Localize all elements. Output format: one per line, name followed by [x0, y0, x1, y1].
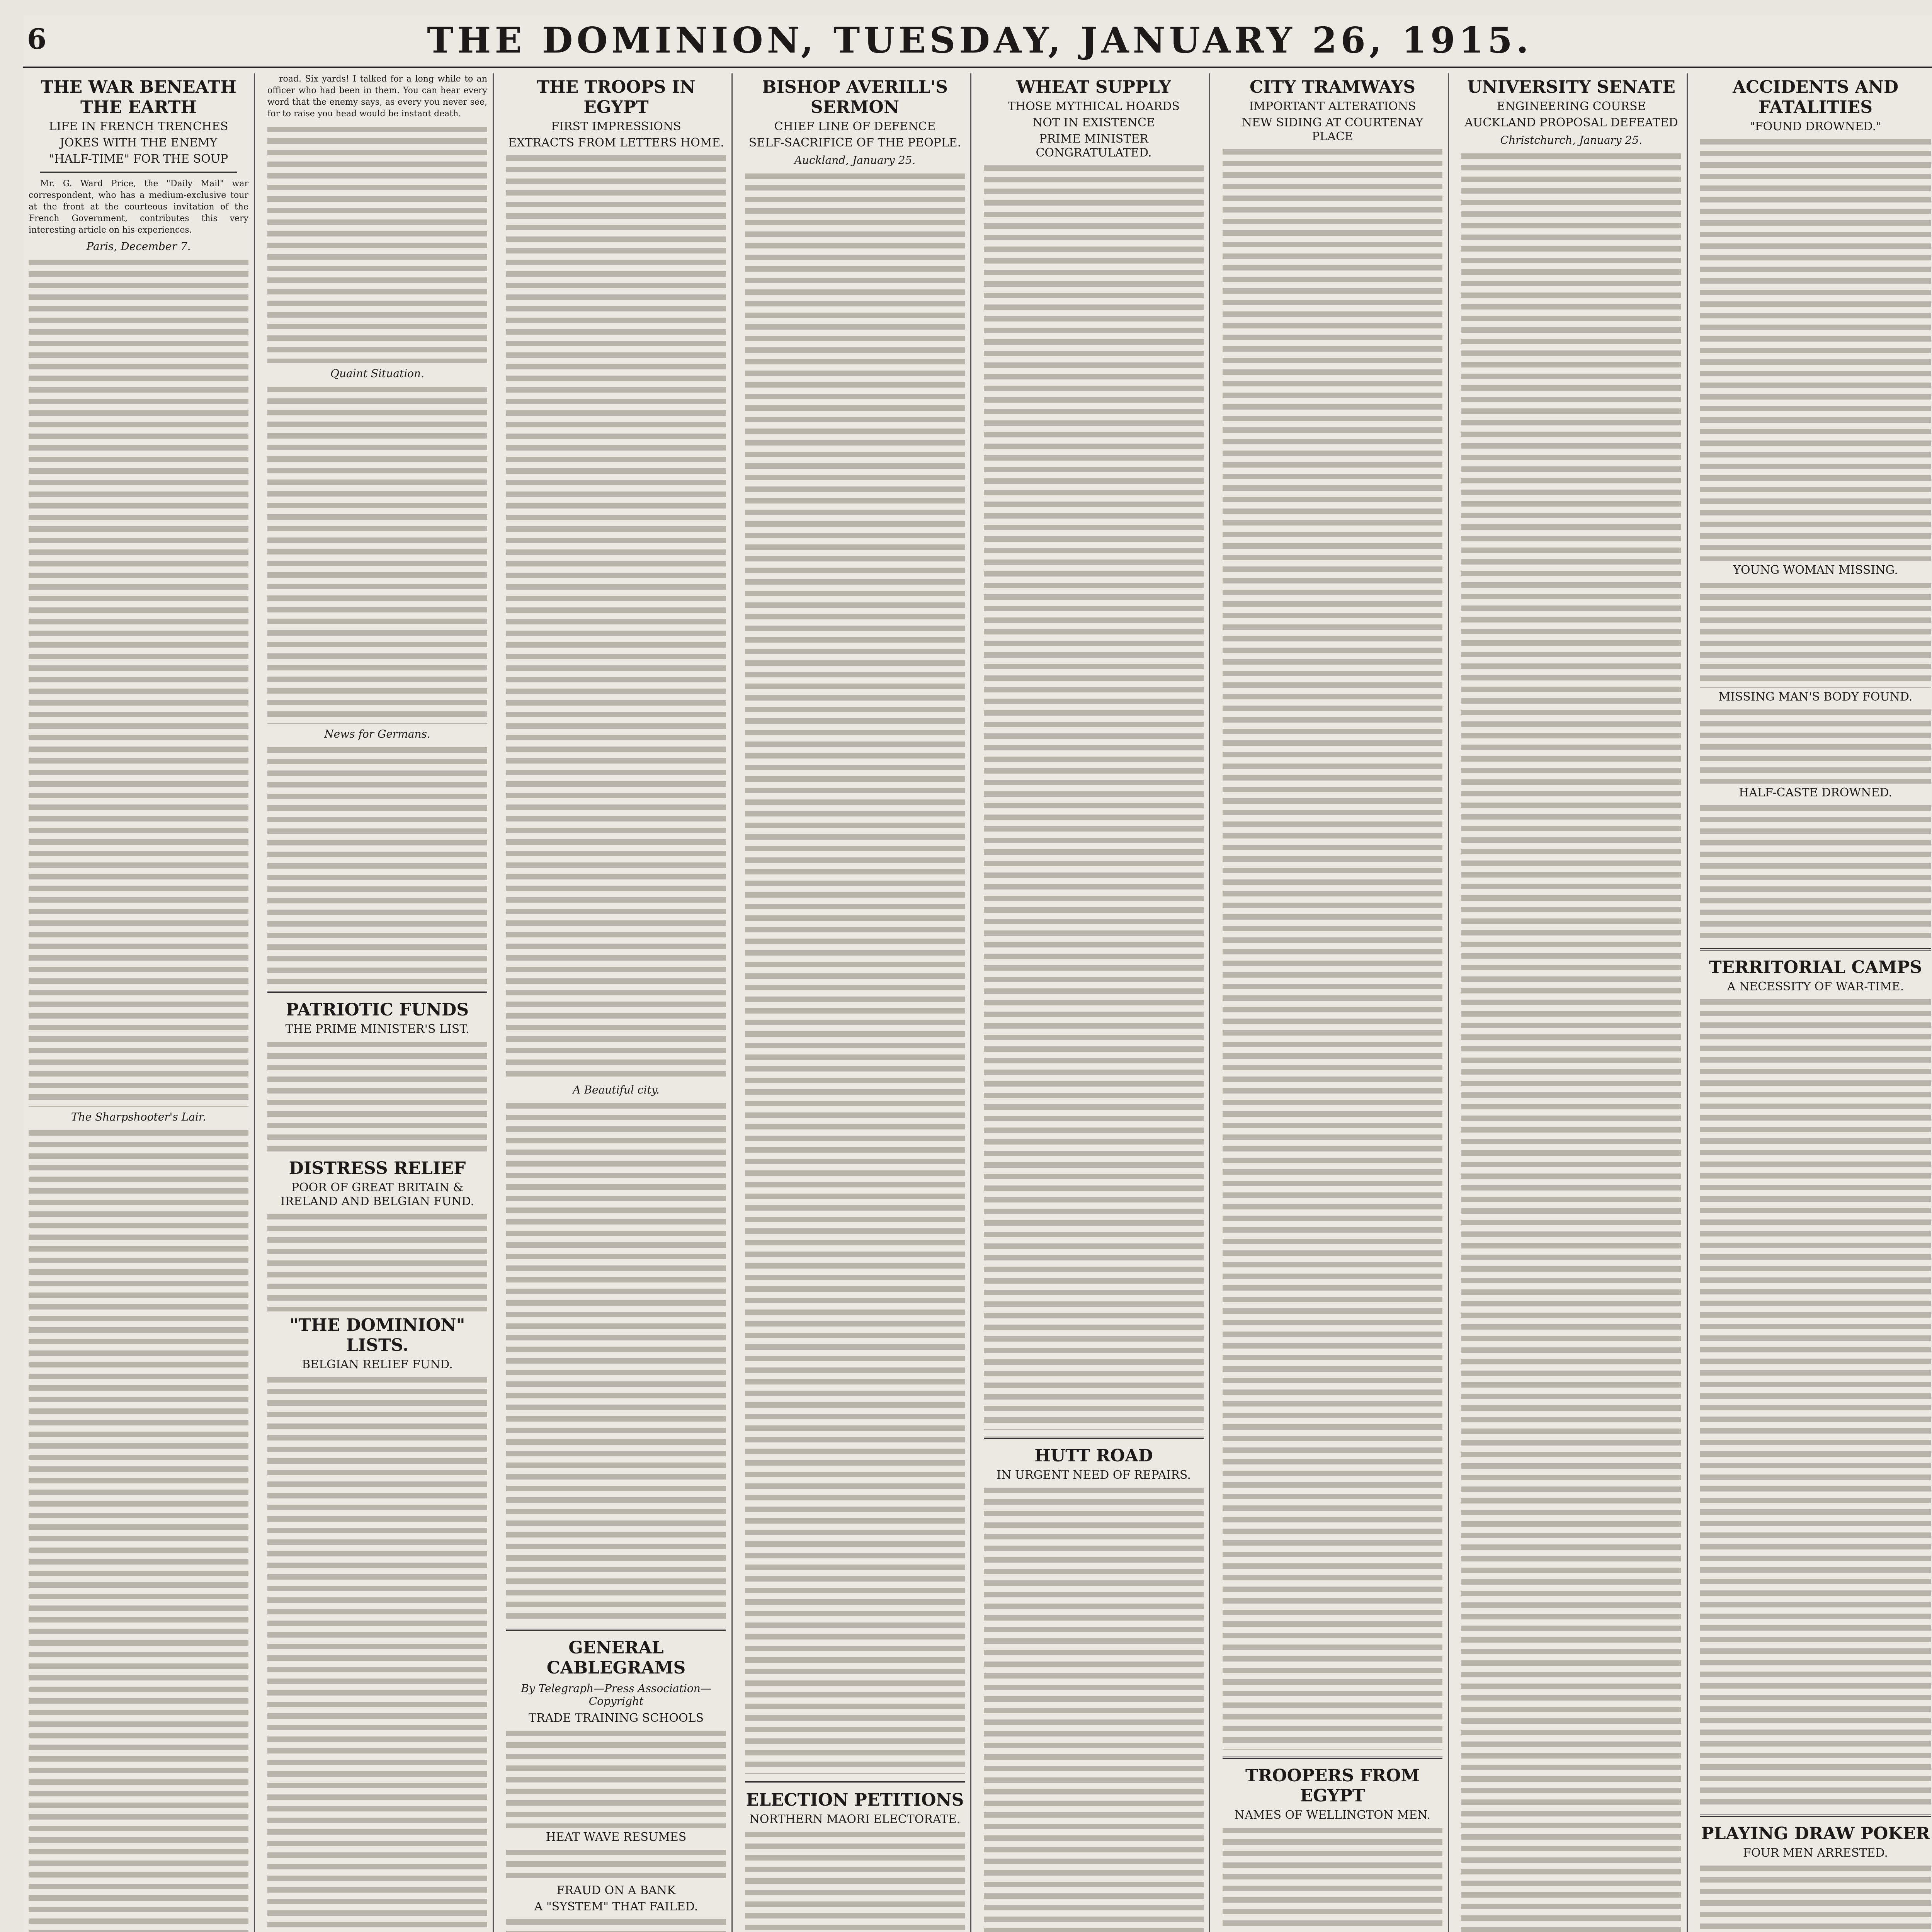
- divider: [506, 1629, 726, 1631]
- column-8: [1695, 73, 1932, 1932]
- article-subheading: PRIME MINISTER CONGRATULATED.: [1036, 132, 1152, 160]
- body-text-block: [267, 1039, 487, 1155]
- cross-heading: A Beautiful city.: [573, 1083, 660, 1096]
- column-2: [262, 73, 494, 1932]
- article-subheading: IMPORTANT ALTERATIONS: [1249, 100, 1416, 113]
- body-text-block: [506, 152, 726, 1080]
- article-subheading: NEW SIDING AT COURTENAY PLACE: [1242, 116, 1423, 143]
- body-text-block: [1461, 150, 1681, 1932]
- divider: [1700, 1815, 1931, 1817]
- section-subheading: BELGIAN RELIEF FUND.: [302, 1358, 453, 1371]
- column-3: [501, 73, 733, 1932]
- section-subheading: FRAUD ON A BANK: [556, 1884, 676, 1897]
- body-text-block: [267, 384, 487, 724]
- article-heading: CITY TRAMWAYS: [1250, 77, 1415, 97]
- body-text-block: [267, 1211, 487, 1311]
- section-subheading: HEAT WAVE RESUMES: [546, 1830, 687, 1844]
- divider: [745, 1781, 965, 1783]
- article-subheading: ENGINEERING COURSE: [1497, 100, 1646, 113]
- article-columns: [23, 73, 1932, 1932]
- divider: [267, 991, 487, 993]
- article-heading: UNIVERSITY SENATE: [1467, 77, 1675, 97]
- body-text-block: [1223, 1825, 1442, 1932]
- newspaper-page: [23, 15, 1932, 1932]
- section-heading: HUTT ROAD: [1034, 1446, 1153, 1466]
- article-heading: WHEAT SUPPLY: [1016, 77, 1171, 97]
- section-heading: TROOPERS FROM EGYPT: [1245, 1766, 1420, 1806]
- section-credit: By Telegraph—Press Association—Copyright: [521, 1682, 711, 1708]
- section-subheading: FOUR MEN ARRESTED.: [1743, 1846, 1888, 1860]
- article-paragraph: Mr. G. Ward Price, the "Daily Mail" war correspondent, who has a medium-exclusive tour at the front at the courteous invitation of the French Government, contributes this very interesting article on his experiences.: [29, 179, 248, 235]
- divider: [1700, 948, 1931, 951]
- column-4: [740, 73, 971, 1932]
- body-text-block: [1700, 706, 1931, 784]
- section-heading: ELECTION PETITIONS: [746, 1790, 964, 1810]
- dateline: Auckland, January 25.: [794, 154, 916, 167]
- body-text-block: [1700, 580, 1931, 688]
- section-subheading: MISSING MAN'S BODY FOUND.: [1718, 690, 1913, 704]
- column-5: [978, 73, 1210, 1932]
- column-6: [1217, 73, 1449, 1932]
- body-text-block: [1700, 802, 1931, 941]
- article-subheading: FIRST IMPRESSIONS: [551, 120, 681, 133]
- article-subheading: LIFE IN FRENCH TRENCHES: [49, 120, 228, 133]
- section-subheading: A NECESSITY OF WAR-TIME.: [1727, 980, 1904, 993]
- article-subheading: NOT IN EXISTENCE: [1032, 116, 1155, 129]
- body-text-block: [1700, 996, 1931, 1808]
- section-subheading: TRADE TRAINING SCHOOLS: [528, 1711, 704, 1725]
- section-heading: TERRITORIAL CAMPS: [1709, 957, 1922, 977]
- body-text-block: [1700, 1862, 1931, 1932]
- body-text-block: [267, 744, 487, 984]
- body-text-block: [984, 162, 1204, 1430]
- body-text-block: [29, 257, 248, 1107]
- dateline: Christchurch, January 25.: [1500, 134, 1643, 146]
- article-heading: THE WAR BENEATH THE EARTH: [41, 77, 236, 117]
- column-7: [1456, 73, 1688, 1932]
- section-subheading: IN URGENT NEED OF REPAIRS.: [997, 1468, 1191, 1482]
- body-text-block: [745, 170, 965, 1774]
- article-subheading: SELF-SACRIFICE OF THE PEOPLE.: [748, 136, 961, 150]
- article-subheading: EXTRACTS FROM LETTERS HOME.: [508, 136, 724, 150]
- article-heading: THE TROOPS IN EGYPT: [537, 77, 696, 117]
- section-subheading: YOUNG WOMAN MISSING.: [1733, 563, 1898, 577]
- body-text-block: [506, 1847, 726, 1881]
- body-text-block: [506, 1100, 726, 1622]
- section-heading: GENERAL CABLEGRAMS: [546, 1638, 686, 1678]
- body-text-block: [267, 124, 487, 363]
- body-text-block: [984, 1485, 1204, 1932]
- cross-heading: The Sharpshooter's Lair.: [71, 1111, 206, 1123]
- article-subheading: "HALF-TIME" FOR THE SOUP: [49, 152, 228, 166]
- newspaper-title: THE DOMINION, TUESDAY, JANUARY 26, 1915.: [427, 19, 1532, 61]
- article-subheading: JOKES WITH THE ENEMY: [60, 136, 218, 150]
- body-text-block: [29, 1127, 248, 1932]
- divider: [984, 1437, 1204, 1439]
- cross-heading: Quaint Situation.: [330, 367, 424, 380]
- body-text-block: [506, 1916, 726, 1932]
- article-heading: ACCIDENTS AND FATALITIES: [1732, 77, 1899, 117]
- article-heading: BISHOP AVERILL'S SERMON: [762, 77, 948, 117]
- divider: [40, 172, 237, 173]
- divider: [1223, 1757, 1442, 1759]
- section-heading: DISTRESS RELIEF: [289, 1158, 466, 1178]
- body-text-block: [745, 1829, 965, 1932]
- section-subheading: A "SYSTEM" THAT FAILED.: [534, 1900, 698, 1913]
- column-1: [23, 73, 255, 1932]
- article-subheading: CHIEF LINE OF DEFENCE: [774, 120, 936, 133]
- section-subheading: HALF-CASTE DROWNED.: [1739, 786, 1892, 799]
- section-subheading: NAMES OF WELLINGTON MEN.: [1234, 1808, 1431, 1822]
- article-subheading: "FOUND DROWNED.": [1750, 120, 1881, 133]
- page-number: 6: [27, 22, 47, 55]
- article-subheading: THOSE MYTHICAL HOARDS: [1008, 100, 1180, 113]
- section-heading: PLAYING DRAW POKER: [1701, 1824, 1930, 1844]
- article-paragraph: road. Six yards! I talked for a long while to an officer who had been in them. You can hear every word that the enemy says, as every you never see, for to raise you head would be instant death.: [267, 74, 487, 119]
- dateline: Paris, December 7.: [86, 240, 191, 253]
- subscription-list: [267, 1374, 487, 1932]
- section-subheading: POOR OF GREAT BRITAIN & IRELAND AND BELGIAN FUND.: [280, 1181, 474, 1208]
- section-heading: "THE DOMINION" LISTS.: [289, 1315, 465, 1355]
- body-text-block: [506, 1728, 726, 1828]
- section-heading: PATRIOTIC FUNDS: [286, 1000, 469, 1020]
- section-subheading: NORTHERN MAORI ELECTORATE.: [749, 1813, 961, 1826]
- cross-heading: News for Germans.: [324, 728, 430, 740]
- body-text-block: [1700, 136, 1931, 561]
- masthead: [23, 15, 1932, 68]
- article-subheading: AUCKLAND PROPOSAL DEFEATED: [1464, 116, 1678, 129]
- body-text-block: [1223, 146, 1442, 1750]
- section-subheading: THE PRIME MINISTER'S LIST.: [285, 1022, 469, 1036]
